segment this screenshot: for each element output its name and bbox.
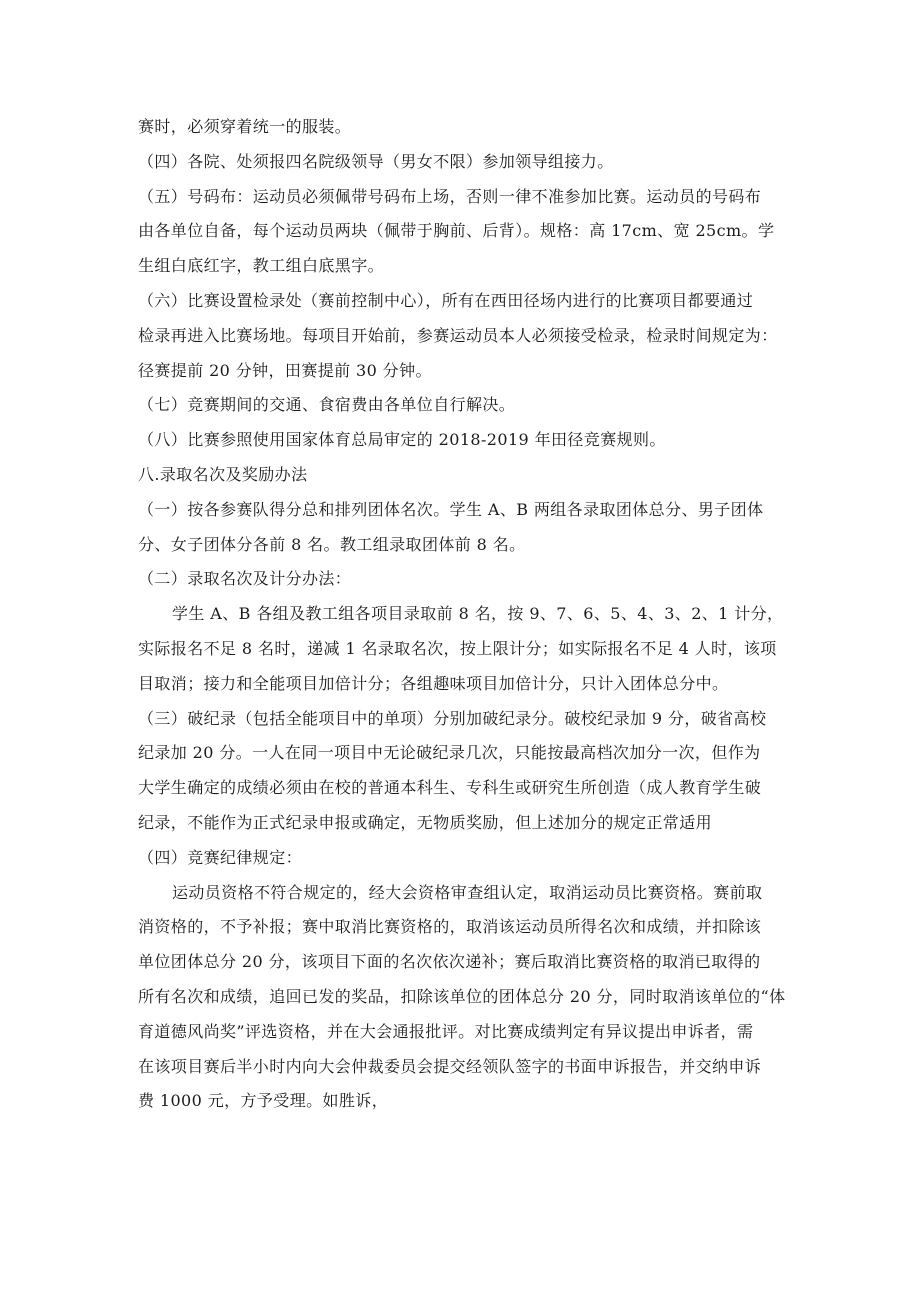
text-line: 大学生确定的成绩必须由在校的普通本科生、专科生或研究生所创造（成人教育学生破 — [138, 778, 762, 798]
text-line: 单位团体总分 20 分，该项目下面的名次依次递补；赛后取消比赛资格的取消已取得的 — [138, 952, 761, 972]
text-line: （六）比赛设置检录处（赛前控制中心），所有在西田径场内进行的比赛项目都要通过 — [138, 290, 754, 310]
text-line: 由各单位自备，每个运动员两块（佩带于胸前、后背）。规格：高 17cm、宽 25cm。学 — [138, 221, 775, 241]
text-line: 所有名次和成绩，追回已发的奖品，扣除该单位的团体总分 20 分，同时取消该单位的“体 — [138, 986, 786, 1006]
text-line: 费 1000 元，方予受理。如胜诉， — [138, 1091, 389, 1111]
text-line: （一）按各参赛队得分总和排列团体名次。学生 A、B 两组各录取团体总分、男子团体 — [138, 499, 764, 519]
text-line: （五）号码布：运动员必须佩带号码布上场，否则一律不准参加比赛。运动员的号码布 — [138, 186, 762, 206]
text-line: 运动员资格不符合规定的，经大会资格审查组认定，取消运动员比赛资格。赛前取 — [172, 882, 763, 902]
text-line: 纪录，不能作为正式纪录申报或确定，无物质奖励，但上述加分的规定正常适用 — [138, 812, 713, 832]
text-line: （八）比赛参照使用国家体育总局审定的 2018-2019 年田径竞赛规则。 — [138, 430, 666, 450]
document-body — [138, 110, 788, 1119]
section-heading: 八.录取名次及奖励办法 — [138, 464, 308, 484]
text-line: 在该项目赛后半小时内向大会仲裁委员会提交经领队签字的书面申诉报告，并交纳申诉 — [138, 1056, 762, 1076]
text-line: （四）竞赛纪律规定： — [138, 847, 303, 867]
text-line: 生组白底红字，教工组白底黑字。 — [138, 256, 385, 276]
text-line: 赛时，必须穿着统一的服装。 — [138, 117, 352, 136]
text-line: 检录再进入比赛场地。每项目开始前，参赛运动员本人必须接受检录，检录时间规定为： — [138, 325, 778, 345]
text-line: 分、女子团体分各前 8 名。教工组录取团体前 8 名。 — [138, 534, 526, 554]
text-line: 纪录加 20 分。一人在同一项目中无论破纪录几次，只能按最高档次加分一次，但作为 — [138, 743, 761, 763]
text-line: 实际报名不足 8 名时，递减 1 名录取名次，按上限计分；如实际报名不足 4 人时，该项 — [138, 638, 777, 658]
text-line: （四）各院、处须报四名院级领导（男女不限）参加领导组接力。 — [138, 151, 614, 171]
text-line: 消资格的，不予补报；赛中取消比赛资格的，取消该运动员所得名次和成绩，并扣除该 — [138, 917, 762, 937]
text-line: 径赛提前 20 分钟，田赛提前 30 分钟。 — [138, 360, 432, 380]
text-line: （七）竞赛期间的交通、食宿费由各单位自行解决。 — [138, 395, 516, 415]
text-line: 学生 A、B 各组及教工组各项目录取前 8 名，按 9、7、6、5、4、3、2、1 计分， — [172, 604, 784, 624]
text-line: （二）录取名次及计分办法： — [138, 569, 352, 589]
text-line: 育道德风尚奖”评选资格，并在大会通报批评。对比赛成绩判定有异议提出申诉者，需 — [138, 1021, 754, 1041]
text-line: 目取消；接力和全能项目加倍计分；各组趣味项目加倍计分，只计入团体总分中。 — [138, 673, 729, 693]
text-line: （三）破纪录（包括全能项目中的单项）分别加破纪录分。破校纪录加 9 分，破省高校 — [138, 708, 767, 728]
